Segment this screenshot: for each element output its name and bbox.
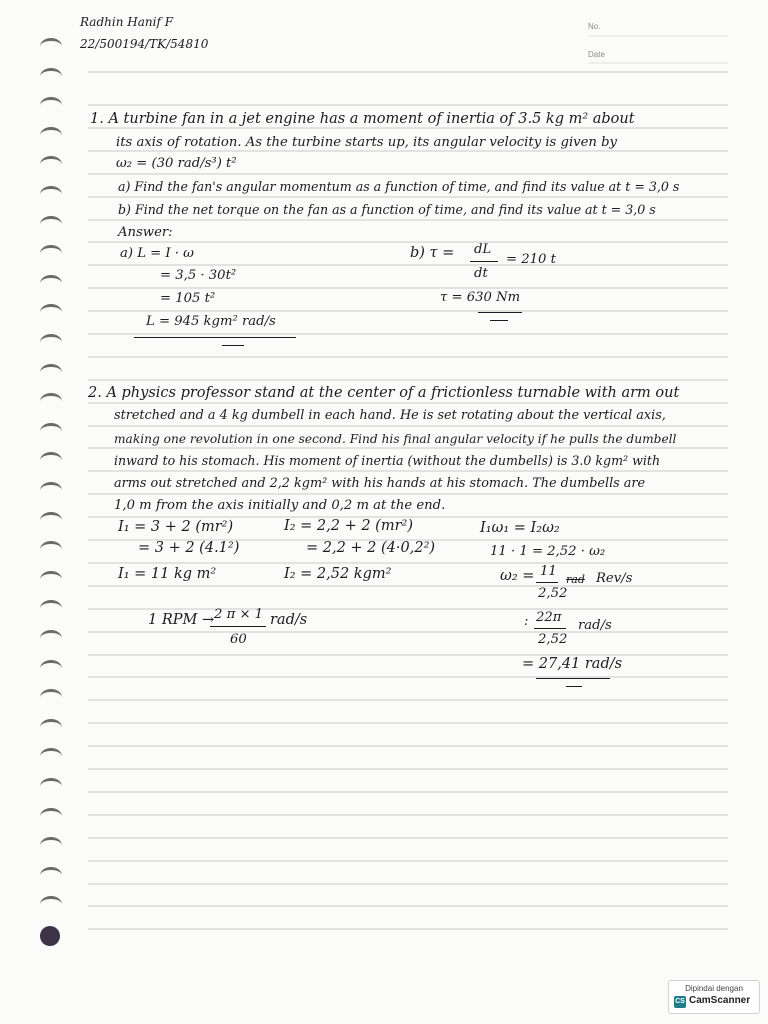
rpm-left: 1 RPM → [148,612,215,628]
spiral-ring [40,896,62,913]
spiral-ring [40,867,62,884]
spiral-ring [40,423,62,440]
spiral-binding [30,30,70,960]
p1b-underline [478,312,522,313]
camscanner-icon: CS [674,996,686,1008]
spiral-ring [40,156,62,173]
spiral-ring [40,660,62,677]
p2-col3-frac2-bar [534,628,566,629]
spiral-ring [40,689,62,706]
answer-label: Answer: [118,225,173,240]
p2-col3-frac1-bar [536,582,558,583]
rpm-num: 2 π × 1 [214,607,264,622]
spiral-ring [40,808,62,825]
spiral-ring [40,275,62,292]
p2-col3-w2-label: ω₂ = [500,568,535,584]
p2-final-underline [536,678,610,679]
p1b-torque-label: b) τ = [410,245,455,261]
p2-col2-line-2: = 2,2 + 2 (4·0,2²) [306,540,436,556]
spiral-ring [40,186,62,203]
spiral-ring [40,38,62,55]
scanner-line-2: CamScanner [689,995,751,1006]
spiral-ring [40,748,62,765]
p2-col3-frac2-den: 2,52 [538,632,568,647]
problem1-line-5: b) Find the net torque on the fan as a function of time, and find its value at t = 3,0 s [118,202,656,217]
p1a-line-2: = 3,5 · 30t² [160,268,237,283]
p1a-underline [134,337,296,338]
student-id: 22/500194/TK/54810 [80,37,209,51]
p1b-result: = 210 t [506,252,556,267]
student-name: Radhin Hanif F [80,15,174,29]
spiral-ring [40,334,62,351]
problem2-line-1: 2. A physics professor stand at the center of a frictionless turnable with arm out [88,385,680,401]
spiral-ring [40,482,62,499]
spiral-ring [40,304,62,321]
spiral-ring [40,512,62,529]
p2-col1-line-1: I₁ = 3 + 2 (mr²) [118,519,234,535]
p2-col1-line-3: I₁ = 11 kg m² [118,566,217,582]
problem1-line-1: 1. A turbine fan in a jet engine has a moment of inertia of 3.5 kg m² about [90,111,635,127]
p2-col3-line-1: I₁ω₁ = I₂ω₂ [480,520,560,536]
problem2-line-3: making one revolution in one second. Find his final angular velocity if he pulls the dumbell [114,432,677,446]
spiral-ring [40,245,62,262]
spiral-ring [40,600,62,617]
p2-col3-frac2-num: 22π [536,610,562,625]
spiral-ring [40,778,62,795]
no-label: No. [588,22,601,31]
p1a-underline-short [222,345,244,346]
p1b-line-2: τ = 630 Nm [440,290,521,305]
spiral-ring [40,571,62,588]
p1b-frac-num: dL [474,242,492,257]
spiral-ring [40,926,60,946]
spiral-ring [40,68,62,85]
p1b-underline-short [490,320,508,321]
spiral-ring [40,97,62,114]
problem2-line-4: inward to his stomach. His moment of inertia (without the dumbells) is 3.0 kgm² with [114,453,661,468]
p2-col3-eq-sign: : [524,614,529,629]
scanner-line-1: Dipindai dengan [685,984,743,993]
spiral-ring [40,216,62,233]
spiral-ring [40,719,62,736]
camscanner-watermark [668,980,760,1014]
problem1-line-3: ω₂ = (30 rad/s³) t² [116,156,237,171]
p2-col3-frac1-num: 11 [540,564,557,579]
rpm-right: rad/s [270,612,308,628]
p2-col3-frac2-unit: rad/s [578,618,612,633]
spiral-ring [40,127,62,144]
spiral-ring [40,364,62,381]
p1b-frac-bar [470,261,498,262]
spiral-ring [40,630,62,647]
p1a-line-4: L = 945 kgm² rad/s [146,314,276,329]
p1b-frac-den: dt [474,266,488,281]
problem2-line-2: stretched and a 4 kg dumbell in each hand. He is set rotating about the vertical axis, [114,408,666,423]
spiral-ring [40,837,62,854]
p2-col2-line-3: I₂ = 2,52 kgm² [284,566,392,582]
rpm-frac-bar [210,626,266,627]
p1a-line-3: = 105 t² [160,291,216,306]
date-label: Date [588,50,605,59]
problem2-line-5: arms out stretched and 2,2 kgm² with his hands at his stomach. The dumbells are [114,476,646,491]
problem1-line-2: its axis of rotation. As the turbine starts up, its angular velocity is given by [116,135,618,150]
p1a-line-1: a) L = I · ω [120,246,194,261]
p2-col1-line-2: = 3 + 2 (4.1²) [138,540,240,556]
problem1-line-4: a) Find the fan's angular momentum as a function of time, and find its value at t = 3,0 s [118,179,680,194]
p2-col3-final: = 27,41 rad/s [522,656,623,672]
p2-col3-line-2: 11 · 1 = 2,52 · ω₂ [490,544,606,559]
p2-col3-frac1-den: 2,52 [538,586,568,601]
p2-col2-line-1: I₂ = 2,2 + 2 (mr²) [284,518,413,534]
rpm-den: 60 [230,632,247,647]
p2-final-underline-short [566,686,582,687]
p2-col3-strike: rad [566,573,585,586]
problem2-line-6: 1,0 m from the axis initially and 0,2 m at the end. [114,498,446,513]
spiral-ring [40,452,62,469]
spiral-ring [40,541,62,558]
p2-col3-revs: Rev/s [596,571,633,586]
spiral-ring [40,393,62,410]
